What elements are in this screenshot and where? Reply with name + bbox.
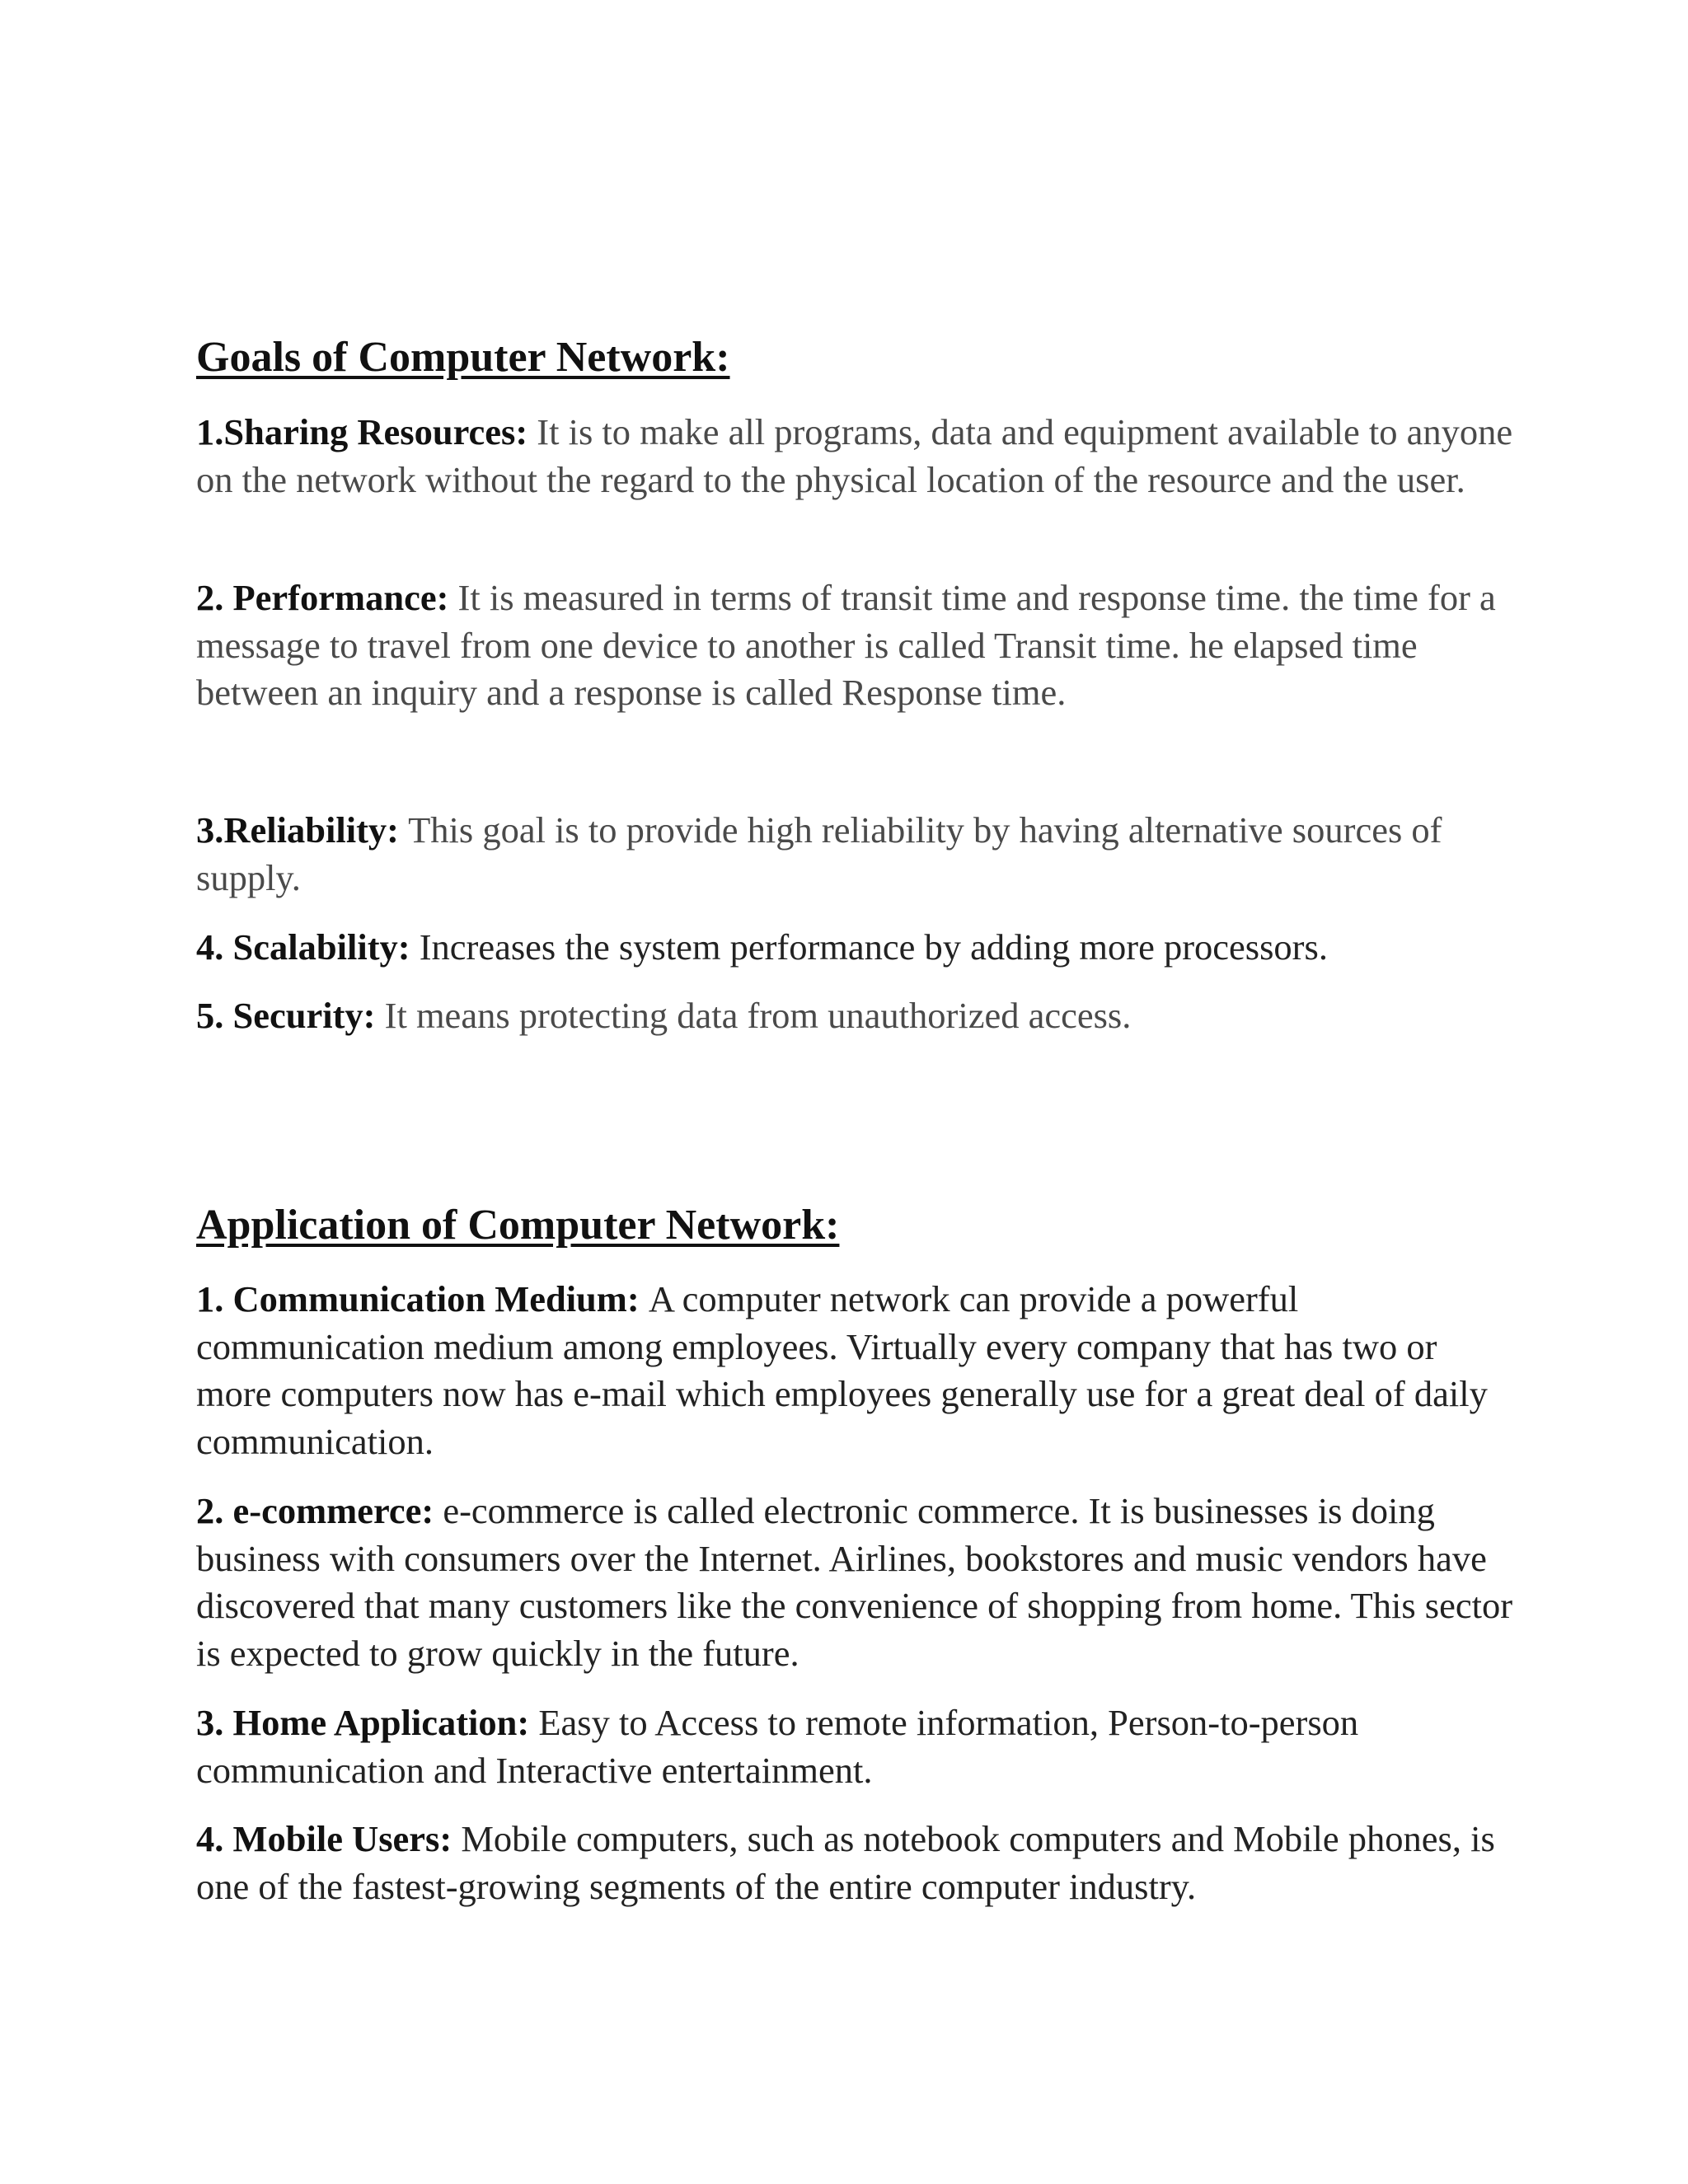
goal-description: This goal is to provide high reliability by having alternative sources of supply. [196,809,1442,898]
application-item-home-application [196,1699,1515,1794]
application-item-e-commerce [196,1488,1515,1677]
goal-term: 5. Security: [196,995,385,1036]
application-term: 2. e-commerce: [196,1490,443,1531]
goal-item-sharing-resources [196,409,1515,504]
goal-description: It means protecting data from unauthorized access. [384,995,1132,1036]
application-description: A computer network can provide a powerful communication medium among employees. Virtually every company that has two or more computers now has e-mail which employees generally use for a great deal of daily communication. [196,1278,1488,1462]
goal-description: It is measured in terms of transit time and response time. the time for a message to travel from one device to another is called Transit time. he elapsed time between an inquiry and a response is called Response time. [196,577,1496,713]
goals-heading: Goals of Computer Network: [196,334,730,381]
goal-item-scalability [196,924,1515,972]
goal-term: 3.Reliability: [196,809,409,851]
application-description: Mobile computers, such as notebook computers and Mobile phones, is one of the fastest-growing segments of the entire computer industry. [196,1818,1495,1907]
application-description: Easy to Access to remote information, Person-to-person communication and Interactive entertainment. [196,1702,1359,1791]
goal-item-security [196,992,1515,1040]
application-item-mobile-users [196,1816,1515,1910]
goal-item-reliability [196,807,1515,902]
application-description: e-commerce is called electronic commerce. It is businesses is doing business with consumers over the Internet. Airlines, bookstores and music vendors have discovered that many customers like the convenience of shopping from home. This sector is expected to grow quickly in the future. [196,1490,1513,1674]
goal-description: Increases the system performance by adding more processors. [419,926,1328,968]
goal-item-performance [196,574,1515,717]
goal-term: 1.Sharing Resources: [196,411,537,452]
application-term: 3. Home Application: [196,1702,539,1743]
application-term: 4. Mobile Users: [196,1818,462,1859]
application-item-communication-medium [196,1276,1515,1465]
goal-description: It is to make all programs, data and equipment available to anyone on the network without the regard to the physical location of the resource and the user. [196,411,1513,500]
application-term: 1. Communication Medium: [196,1278,649,1319]
goal-term: 4. Scalability: [196,926,420,968]
goal-term: 2. Performance: [196,577,458,618]
applications-heading: Application of Computer Network: [196,1202,840,1249]
